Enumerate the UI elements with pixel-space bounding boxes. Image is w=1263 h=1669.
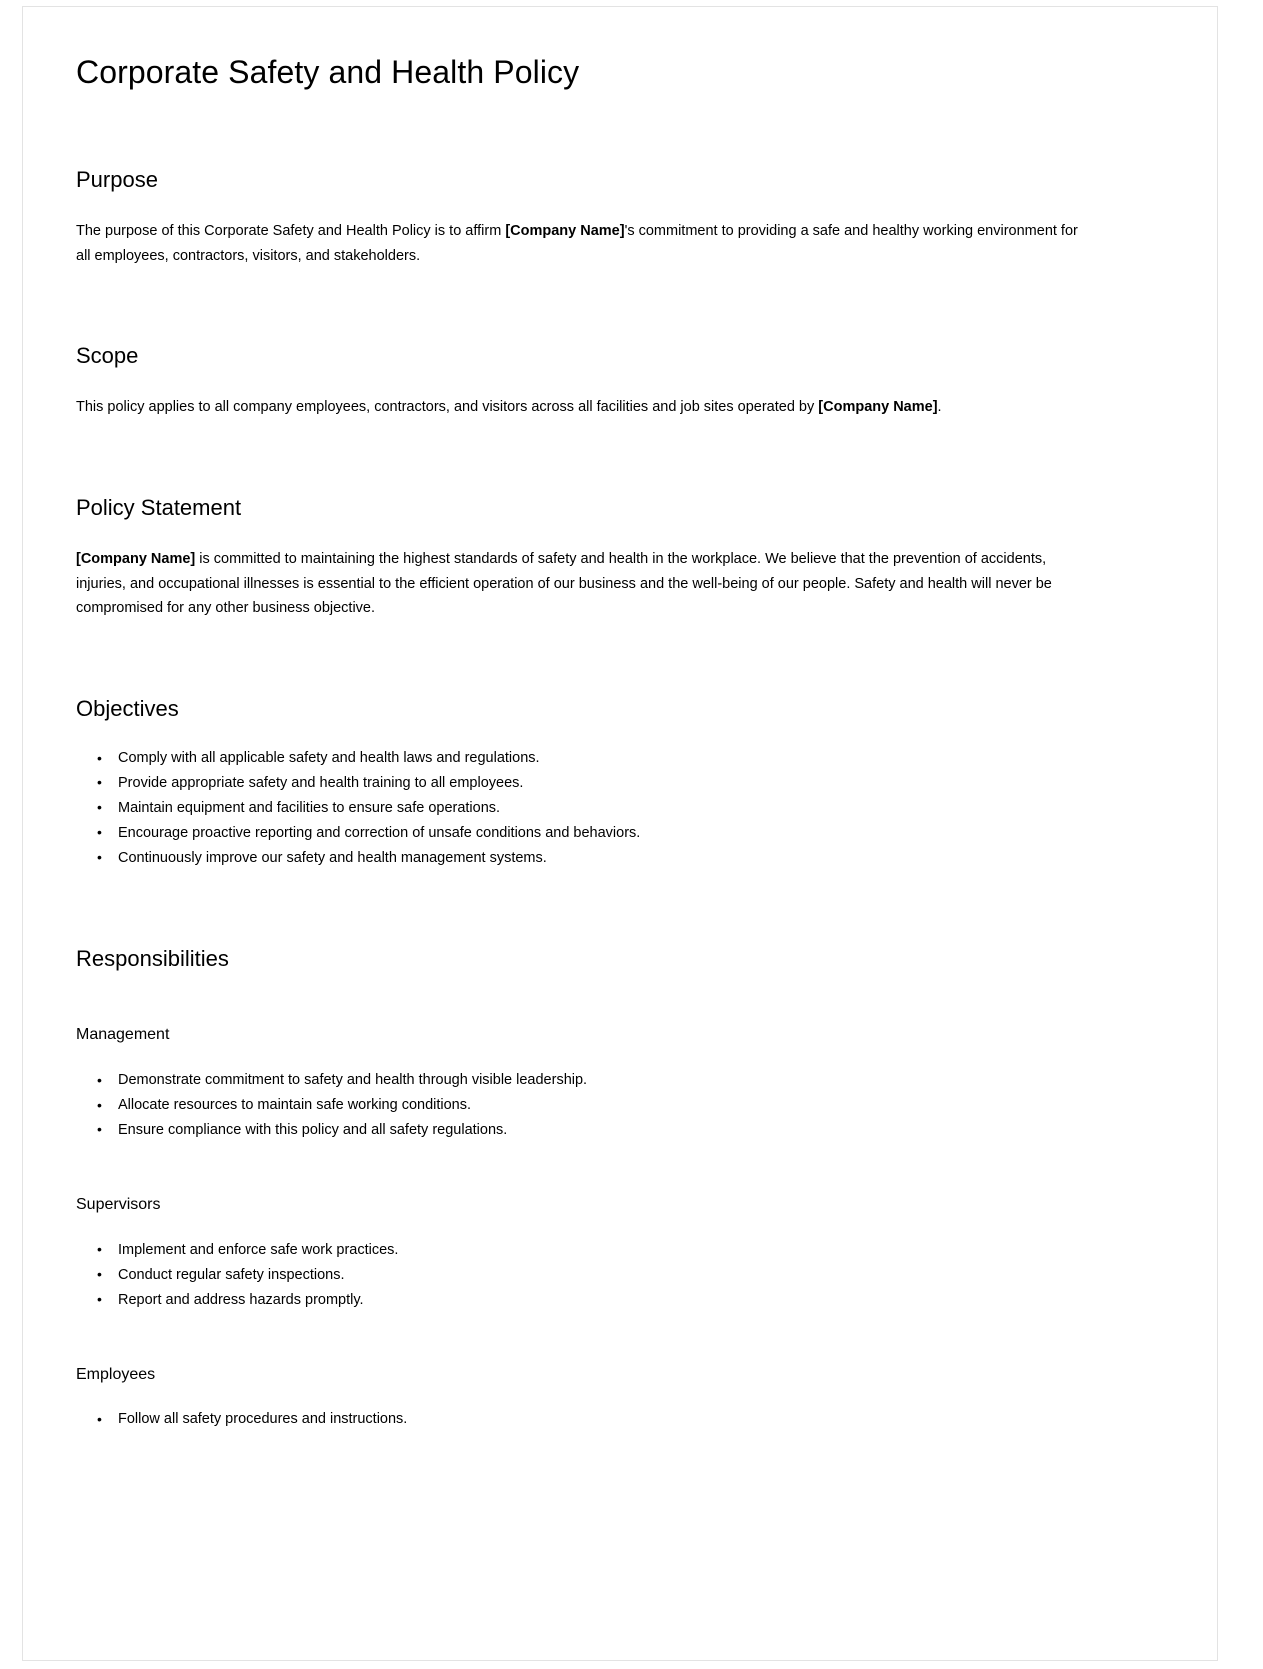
bottom-spacer xyxy=(76,1432,1167,1472)
company-name-placeholder: [Company Name] xyxy=(76,550,196,567)
list-item: • Conduct regular safety inspections. xyxy=(118,1263,1138,1288)
list-item: • Implement and enforce safe work practices. xyxy=(118,1238,1138,1263)
paragraph-text-post: is committed to maintaining the highest standards of safety and health in the workplace. We believe that the prevention of accidents, injuries, and occupational illnesses is essential to the efficient operation of our business and the well-being of our people. Safety and health will never be compromised for any other business objective. xyxy=(76,550,1052,617)
section-heading-objectives: Objectives xyxy=(76,696,179,722)
section-heading-responsibilities: Responsibilities xyxy=(76,945,229,971)
paragraph-text-pre: The purpose of this Corporate Safety and Health Policy is to affirm xyxy=(76,222,506,239)
objectives-list xyxy=(76,746,1138,871)
list-item: • Maintain equipment and facilities to ensure safe operations. xyxy=(118,796,1138,821)
subsection-heading-employees: Employees xyxy=(76,1365,156,1383)
subsection-heading-management: Management xyxy=(76,1026,170,1044)
section-paragraph-policy-statement xyxy=(76,547,1096,622)
page-title: Corporate Safety and Health Policy xyxy=(76,54,580,90)
management-responsibilities-list xyxy=(76,1068,1138,1143)
list-item: • Continuously improve our safety and health management systems. xyxy=(118,846,1138,871)
list-item: • Ensure compliance with this policy and all safety regulations. xyxy=(118,1118,1138,1143)
list-item: • Comply with all applicable safety and health laws and regulations. xyxy=(118,746,1138,771)
list-item: • Follow all safety procedures and instructions. xyxy=(118,1407,1138,1432)
section-paragraph-scope xyxy=(76,395,1096,420)
supervisors-responsibilities-list xyxy=(76,1238,1138,1313)
company-name-placeholder: [Company Name] xyxy=(505,222,625,239)
list-item: • Report and address hazards promptly. xyxy=(118,1288,1138,1313)
section-heading-scope: Scope xyxy=(76,343,139,369)
section-heading-purpose: Purpose xyxy=(76,167,158,192)
company-name-placeholder: [Company Name] xyxy=(818,399,938,416)
list-item: • Demonstrate commitment to safety and health through visible leadership. xyxy=(118,1068,1138,1093)
paragraph-text-post: 's commitment to providing a safe and healthy working environment for all employees, contractors, visitors, and stakeholders. xyxy=(76,222,1078,264)
subsection-heading-supervisors: Supervisors xyxy=(76,1195,161,1213)
section-paragraph-purpose xyxy=(76,219,1096,269)
paragraph-text-pre: This policy applies to all company employees, contractors, and visitors across all facilities and job sites operated by xyxy=(76,399,819,416)
list-item: • Encourage proactive reporting and correction of unsafe conditions and behaviors. xyxy=(118,821,1138,846)
paragraph-text-post: . xyxy=(937,399,942,416)
employees-responsibilities-list xyxy=(76,1407,1138,1432)
list-item: • Allocate resources to maintain safe working conditions. xyxy=(118,1093,1138,1118)
list-item: • Provide appropriate safety and health training to all employees. xyxy=(118,771,1138,796)
section-heading-policy-statement: Policy Statement xyxy=(76,495,242,520)
